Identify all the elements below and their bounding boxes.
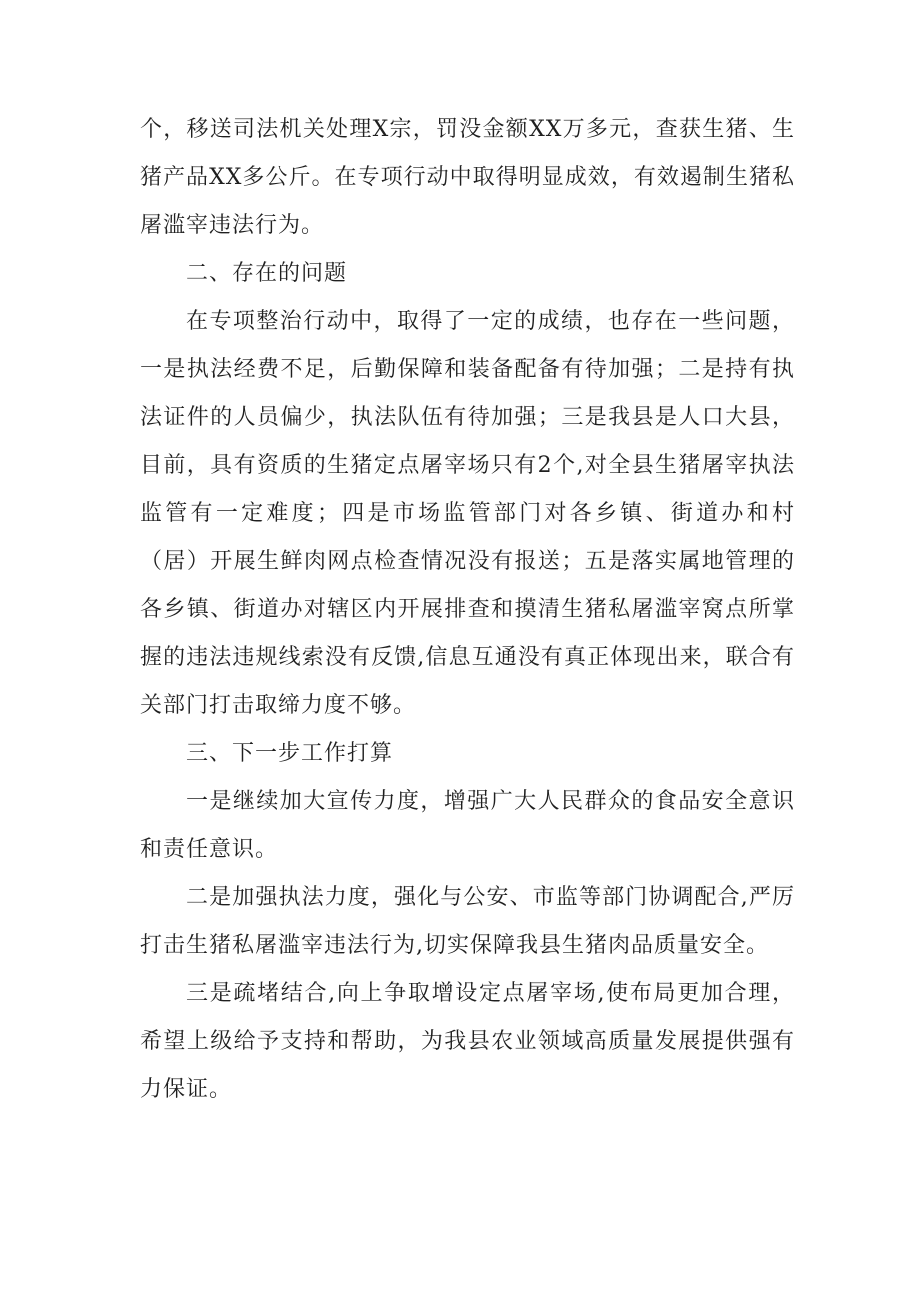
paragraph-plan-enforcement: 二是加强执法力度，强化与公安、市监等部门协调配合,严厉打击生猪私屠滥宰违法行为,切实保障我县生猪肉品质量安全。 (140, 885, 795, 958)
document-body (140, 106, 795, 1114)
section-heading-problems: 二、存在的问题 (186, 261, 348, 286)
section-heading-next-steps: 三、下一步工作打算 (186, 741, 394, 766)
paragraph-problems: 在专项整治行动中，取得了一定的成绩，也存在一些问题，一是执法经费不足，后勤保障和装备配备有待加强；二是持有执法证件的人员偏少，执法队伍有待加强；三是我县是人口大县，目前，具有资质的生猪定点屠宰场只有2个,对全县生猪屠宰执法监管有一定难度；四是市场监管部门对各乡镇、街道办和村（居）开展生鲜肉网点检查情况没有报送；五是落实属地管理的各乡镇、街道办对辖区内开展排查和摸清生猪私屠滥宰窝点所掌握的违法违规线索没有反馈,信息互通没有真正体现出来，联合有关部门打击取缔力度不够。 (140, 309, 795, 718)
paragraph-plan-publicity: 一是继续加大宣传力度，增强广大人民群众的食品安全意识和责任意识。 (140, 789, 795, 862)
paragraph-results-continuation: 个，移送司法机关处理X宗，罚没金额XX万多元，查获生猪、生猪产品XX多公斤。在专项行动中取得明显成效，有效遏制生猪私屠滥宰违法行为。 (140, 117, 795, 238)
paragraph-plan-slaughterhouse: 三是疏堵结合,向上争取增设定点屠宰场,使布局更加合理，希望上级给予支持和帮助，为我县农业领域高质量发展提供强有力保证。 (140, 981, 795, 1102)
